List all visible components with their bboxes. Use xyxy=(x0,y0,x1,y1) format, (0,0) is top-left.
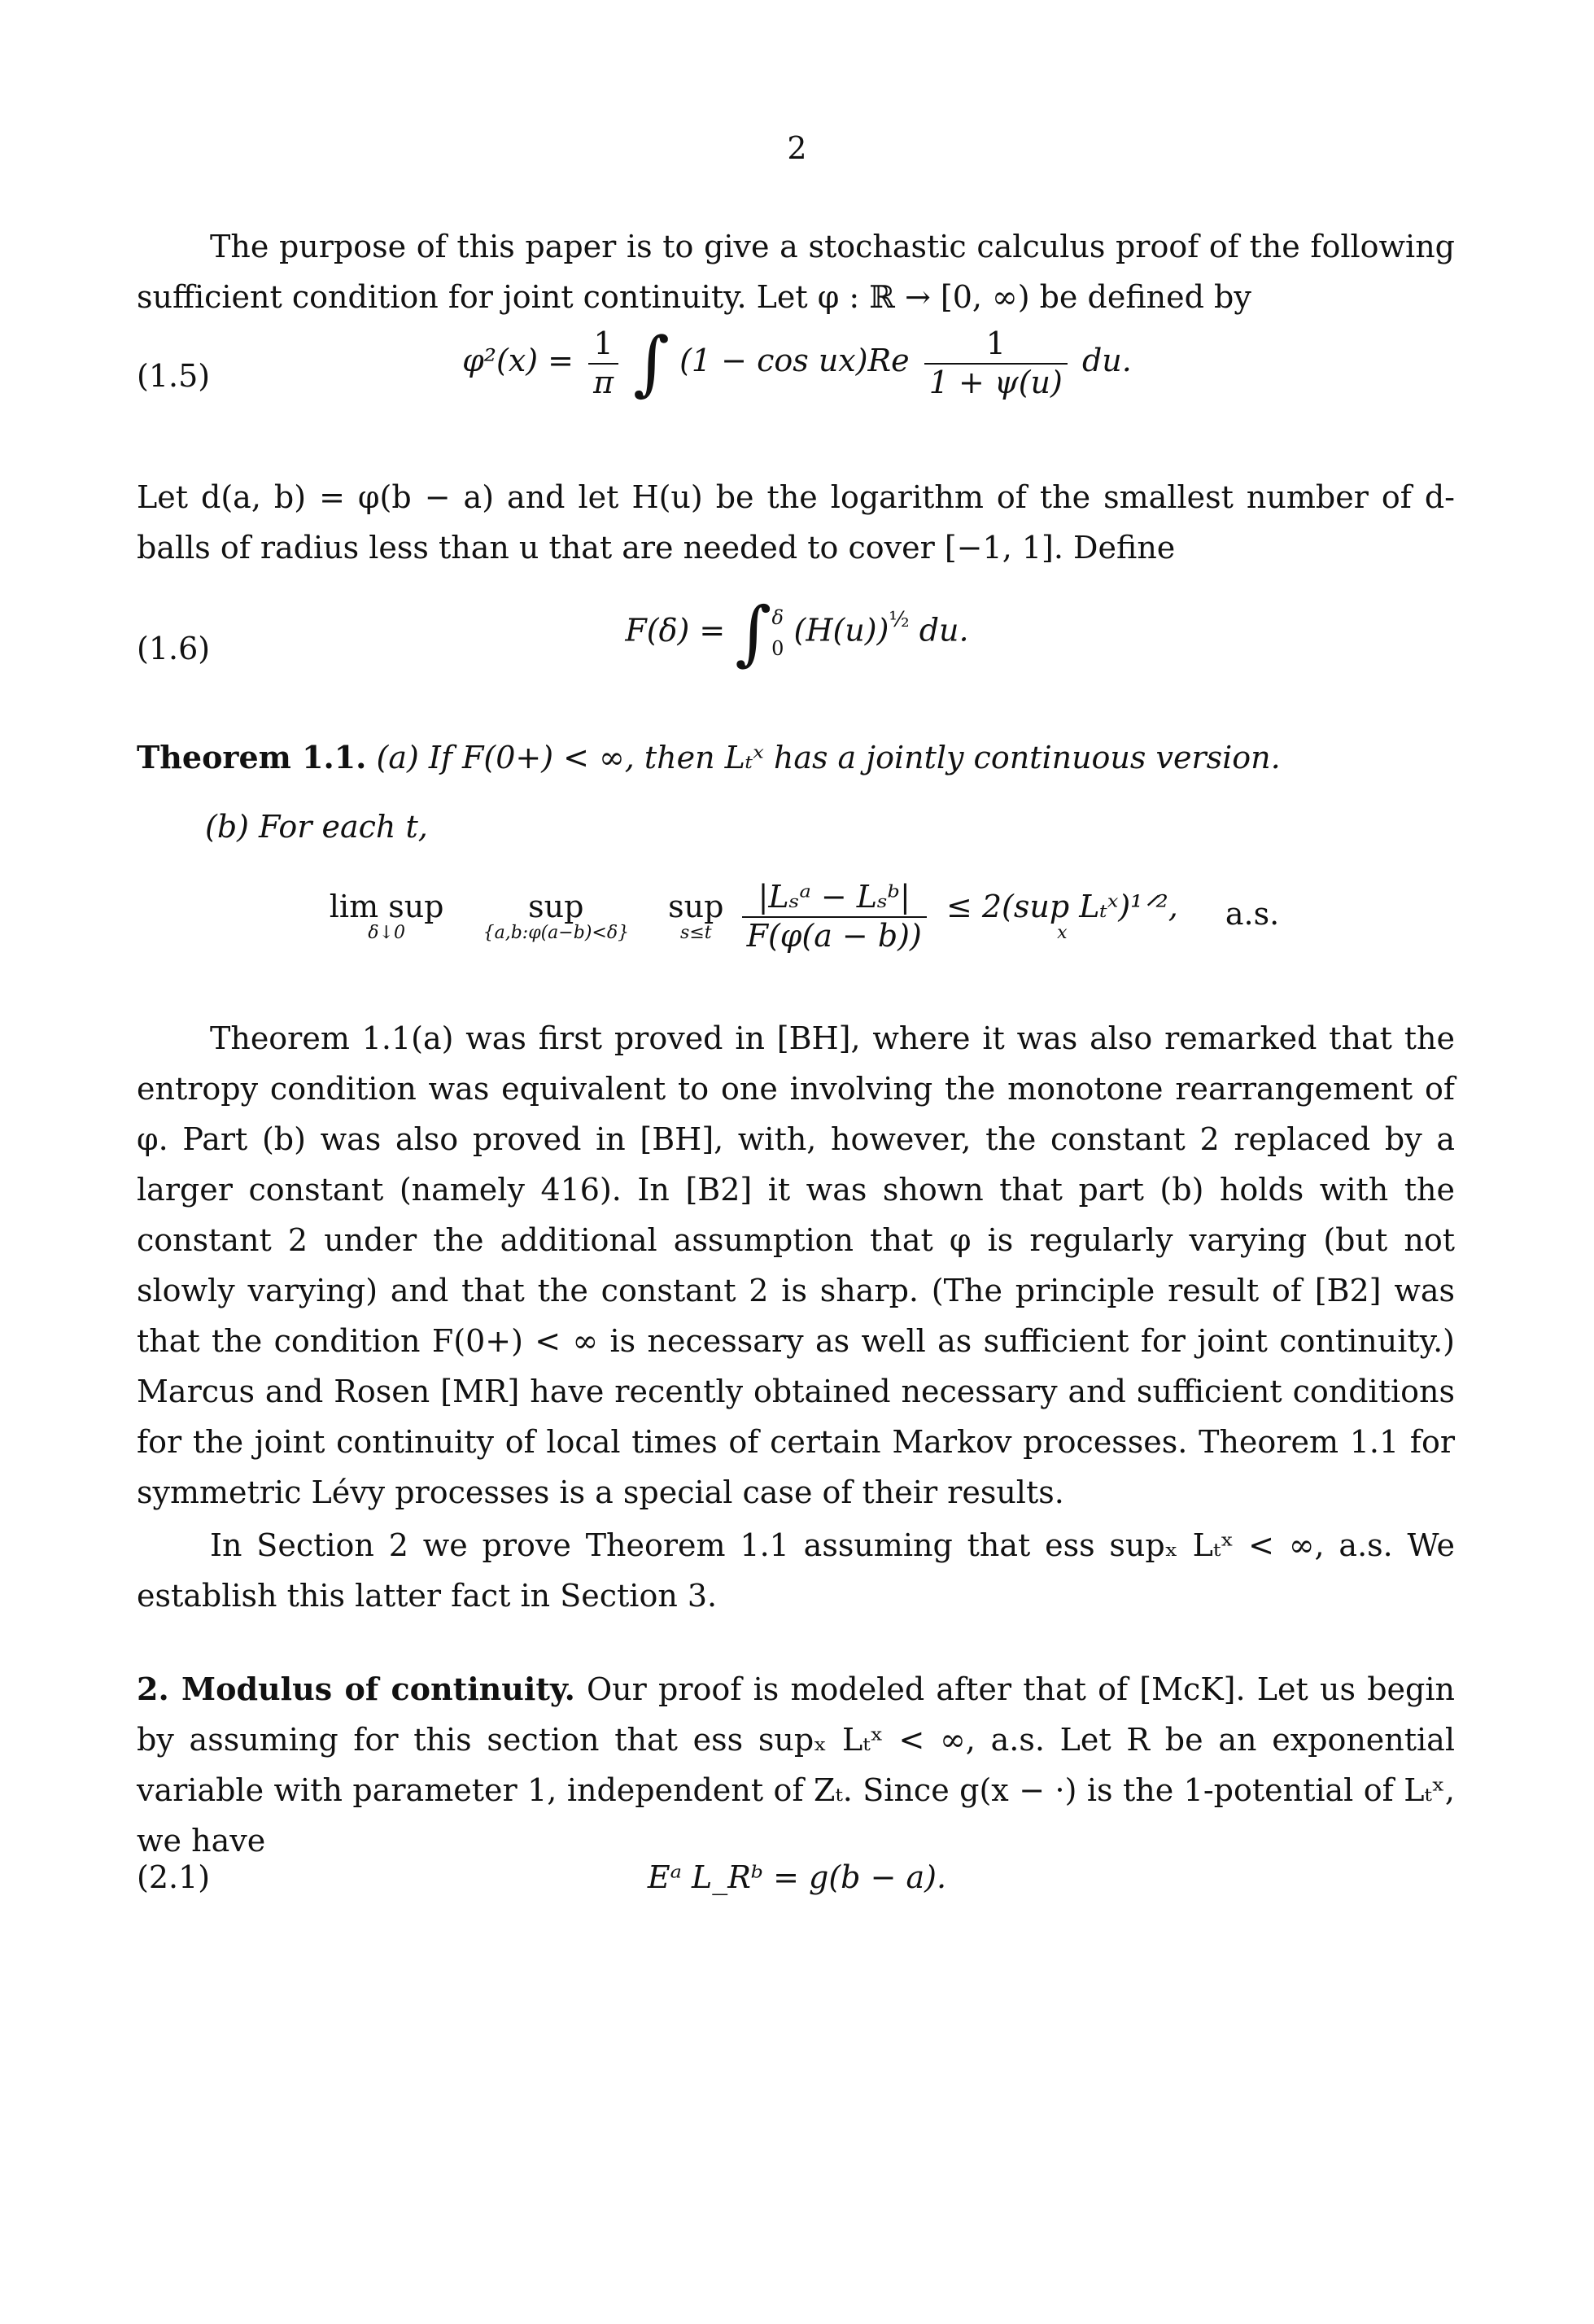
section-heading: 2. Modulus of continuity. xyxy=(137,1671,575,1707)
equation-1-6 xyxy=(0,582,1594,704)
equation-body xyxy=(0,322,1594,404)
discussion-paragraph-2: In Section 2 we prove Theorem 1.1 assuming that ess supₓ Lₜˣ < ∞, a.s. We establish this latter fact in Section 3. xyxy=(137,1527,1455,1614)
exponent: ½ xyxy=(889,607,910,632)
fraction xyxy=(742,879,927,954)
equation-rhs-subscript: x xyxy=(1057,923,1068,944)
section-2-text: Our proof is modeled after that of [McK]. Let us begin by assuming for this section that ess supₓ Lₜˣ < ∞, a.s. Let R be an exponential variable with parameter 1, independent of Zₜ. Since g(x − ·) is the 1-potential of Lₜˣ, we have xyxy=(137,1671,1455,1859)
theorem-1-1 xyxy=(137,732,1455,783)
fraction-denominator: π xyxy=(593,364,614,400)
integral-sign: ∫ xyxy=(735,592,772,674)
integral-sign: ∫ xyxy=(633,322,670,404)
equation-body xyxy=(0,1859,1594,1895)
integral-limits xyxy=(771,602,784,665)
equation-label: (1.6) xyxy=(137,631,211,666)
equation-body xyxy=(0,592,1594,674)
equation-expression: Eᵃ L_Rᵇ = g(b − a). xyxy=(647,1859,947,1895)
integrand: (H(u)) xyxy=(793,612,889,649)
fraction-denominator: F(φ(a − b)) xyxy=(746,917,922,954)
equation-rhs xyxy=(946,890,1178,944)
integrand: (1 − cos ux)Re xyxy=(679,343,910,379)
almost-surely-label: a.s. xyxy=(1225,896,1280,933)
theorem-heading: Theorem 1.1. xyxy=(137,739,367,775)
differential: du. xyxy=(919,612,969,649)
fraction xyxy=(588,325,618,401)
equation-body xyxy=(0,879,1594,954)
sup-operator xyxy=(668,890,723,944)
equation-lhs: φ²(x) = xyxy=(462,343,574,379)
sup-subscript: {a,b:φ(a−b)<δ} xyxy=(483,923,630,944)
section-2-paragraph xyxy=(137,1664,1455,1866)
intro-paragraph-2: Let d(a, b) = φ(b − a) and let H(u) be the logarithm of the smallest number of d-balls of radius less than u that are needed to cover [−1, 1]. Define xyxy=(137,479,1455,566)
fraction-numerator: 1 xyxy=(588,325,618,365)
differential: du. xyxy=(1081,343,1132,379)
theorem-part-b xyxy=(205,802,1426,852)
equation-lhs: F(δ) = xyxy=(625,612,726,649)
integral-lower-limit: 0 xyxy=(771,637,784,660)
limsup-subscript: δ↓0 xyxy=(368,923,405,944)
fraction-numerator: |Lₛᵃ − Lₛᵇ| xyxy=(742,879,927,918)
equation-label: (2.1) xyxy=(137,1859,211,1895)
equation-1-5 xyxy=(0,322,1594,423)
intro-paragraph-1: The purpose of this paper is to give a stochastic calculus proof of the following sufficient condition for joint continuity. Let φ : ℝ → [0, ∞) be defined by xyxy=(137,229,1455,315)
equation-2-1 xyxy=(0,1859,1594,1916)
integral-upper-limit: δ xyxy=(771,605,784,629)
equation-rhs-text: ≤ 2(sup Lₜˣ)¹ᐟ², xyxy=(945,888,1178,924)
theorem-part-b-text: (b) For each t, xyxy=(205,809,428,845)
page-number: 2 xyxy=(787,130,807,166)
limsup-operator xyxy=(330,890,444,944)
fraction-denominator: 1 + ψ(u) xyxy=(928,364,1063,400)
sup-operator xyxy=(483,890,629,944)
equation-label: (1.5) xyxy=(137,358,211,394)
sup-label: sup xyxy=(668,888,724,924)
discussion-paragraph-1: Theorem 1.1(a) was first proved in [BH], where it was also remarked that the entropy condition was equivalent to one involving the monotone rearrangement of φ. Part (b) was also proved in [BH], with, however, the constant 2 replaced by a larger constant (namely 416). In [B2] it was shown that part (b) holds with the constant 2 under the additional assumption that φ is regularly varying (but not slowly varying) and that the constant 2 is sharp. (The principle result of [B2] was that the condition F(0+) < ∞ is necessary as well as sufficient for joint continuity.) Marcus and Rosen [MR] have recently obtained necessary and sufficient conditions for the joint continuity of local times of certain Markov processes. Theorem 1.1 for symmetric Lévy processes is a special case of their results. xyxy=(137,1020,1455,1510)
theorem-part-a: (a) If F(0+) < ∞, then Lₜˣ has a jointly continuous version. xyxy=(376,740,1281,775)
fraction-numerator: 1 xyxy=(924,325,1068,365)
sup-label: sup xyxy=(528,888,584,924)
limsup-label: lim sup xyxy=(329,888,444,924)
sup-subscript: s≤t xyxy=(680,923,712,944)
fraction xyxy=(924,325,1068,401)
equation-theorem-bound xyxy=(0,879,1594,985)
